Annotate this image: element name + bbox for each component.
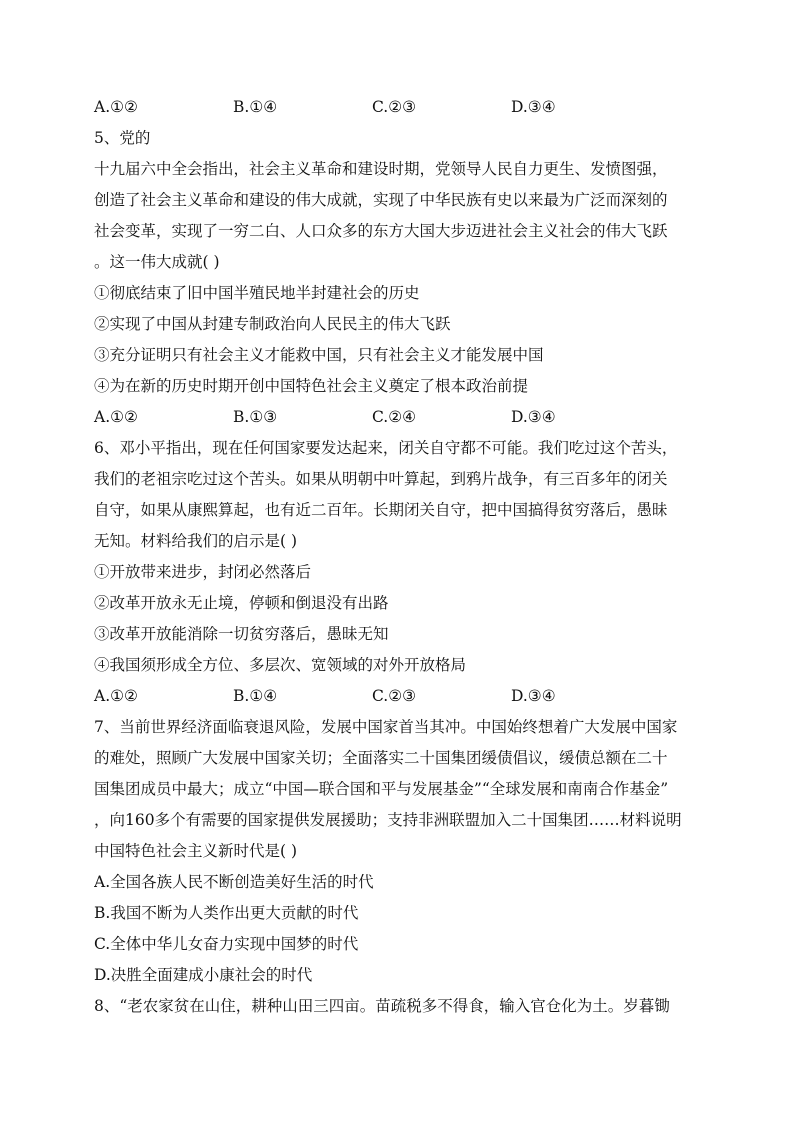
q6-item-2: ②改革开放永无止境，停顿和倒退没有出路 [94,594,389,612]
q4-option-b: B.①④ [233,98,278,116]
question-5 [94,123,704,433]
q5-stem-line: 社会变革，实现了一穷二白、人口众多的东方大国大步迈进社会主义社会的伟大飞跃 [94,222,668,240]
q7-stem-line: ，向160多个有需要的国家提供发展援助；支持非洲联盟加入二十国集团……材料说明 [94,811,682,829]
q5-stem-line: 十九届六中全会指出，社会主义革命和建设时期，党领导人民自力更生、发愤图强， [94,160,668,178]
exam-page [94,92,704,1022]
q7-choice-a: A.全国各族人民不断创造美好生活的时代 [94,873,374,891]
q6-option-b: B.①④ [233,687,278,705]
q6-options [94,681,704,712]
q6-stem-line: 无知。材料给我们的启示是( ) [94,532,298,550]
q7-choice-d: D.决胜全面建成小康社会的时代 [94,966,313,984]
q5-option-d: D.③④ [511,408,556,426]
q5-stem-line: 5、党的 [94,129,151,147]
q6-stem-line: 自守，如果从康熙算起，也有近二百年。长期闭关自守，把中国搞得贫穷落后，愚昧 [94,501,668,519]
q6-stem-line: 我们的老祖宗吃过这个苦头。如果从明朝中叶算起，到鸦片战争，有三百多年的闭关 [94,470,668,488]
q6-item-3: ③改革开放能消除一切贫穷落后，愚昧无知 [94,625,389,643]
q4-option-d: D.③④ [511,98,556,116]
q7-choice-b: B.我国不断为人类作出更大贡献的时代 [94,904,359,922]
question-7 [94,712,704,991]
q4-options [94,92,704,123]
q5-option-c: C.②④ [372,408,417,426]
q6-option-d: D.③④ [511,687,556,705]
q4-option-a: A.①② [94,98,138,116]
q7-stem-line: 的难处，照顾广大发展中国家关切；全面落实二十国集团缓债倡议，缓债总额在二十 [94,749,668,767]
q5-option-a: A.①② [94,408,138,426]
q6-item-1: ①开放带来进步，封闭必然落后 [94,563,312,581]
q5-item-4: ④为在新的历史时期开创中国特色社会主义奠定了根本政治前提 [94,377,529,395]
question-6 [94,433,704,712]
q5-option-b: B.①③ [233,408,278,426]
q5-options [94,402,704,433]
q6-option-c: C.②③ [372,687,417,705]
q4-option-c: C.②③ [372,98,417,116]
q8-stem-line: 8、“老农家贫在山住，耕种山田三四亩。苗疏税多不得食，输入官仓化为土。岁暮锄 [94,997,670,1015]
q6-stem-line: 6、邓小平指出，现在任何国家要发达起来，闭关自守都不可能。我们吃过这个苦头， [94,439,678,457]
q7-choice-c: C.全体中华儿女奋力实现中国梦的时代 [94,935,359,953]
question-8 [94,991,704,1022]
q6-item-4: ④我国须形成全方位、多层次、宽领域的对外开放格局 [94,656,467,674]
q7-stem-line: 7、当前世界经济面临衰退风险，发展中国家首当其冲。中国始终想着广大发展中国家 [94,718,678,736]
q5-stem-line: 。这一伟大成就( ) [94,253,220,271]
q7-stem-line: 国集团成员中最大；成立“中国—联合国和平与发展基金”“全球发展和南南合作基金” [94,780,669,798]
q7-stem-line: 中国特色社会主义新时代是( ) [94,842,298,860]
q5-item-3: ③充分证明只有社会主义才能救中国，只有社会主义才能发展中国 [94,346,544,364]
q5-stem-line: 创造了社会主义革命和建设的伟大成就，实现了中华民族有史以来最为广泛而深刻的 [94,191,668,209]
q6-option-a: A.①② [94,687,138,705]
q5-item-2: ②实现了中国从封建专制政治向人民民主的伟大飞跃 [94,315,451,333]
q5-item-1: ①彻底结束了旧中国半殖民地半封建社会的历史 [94,284,420,302]
